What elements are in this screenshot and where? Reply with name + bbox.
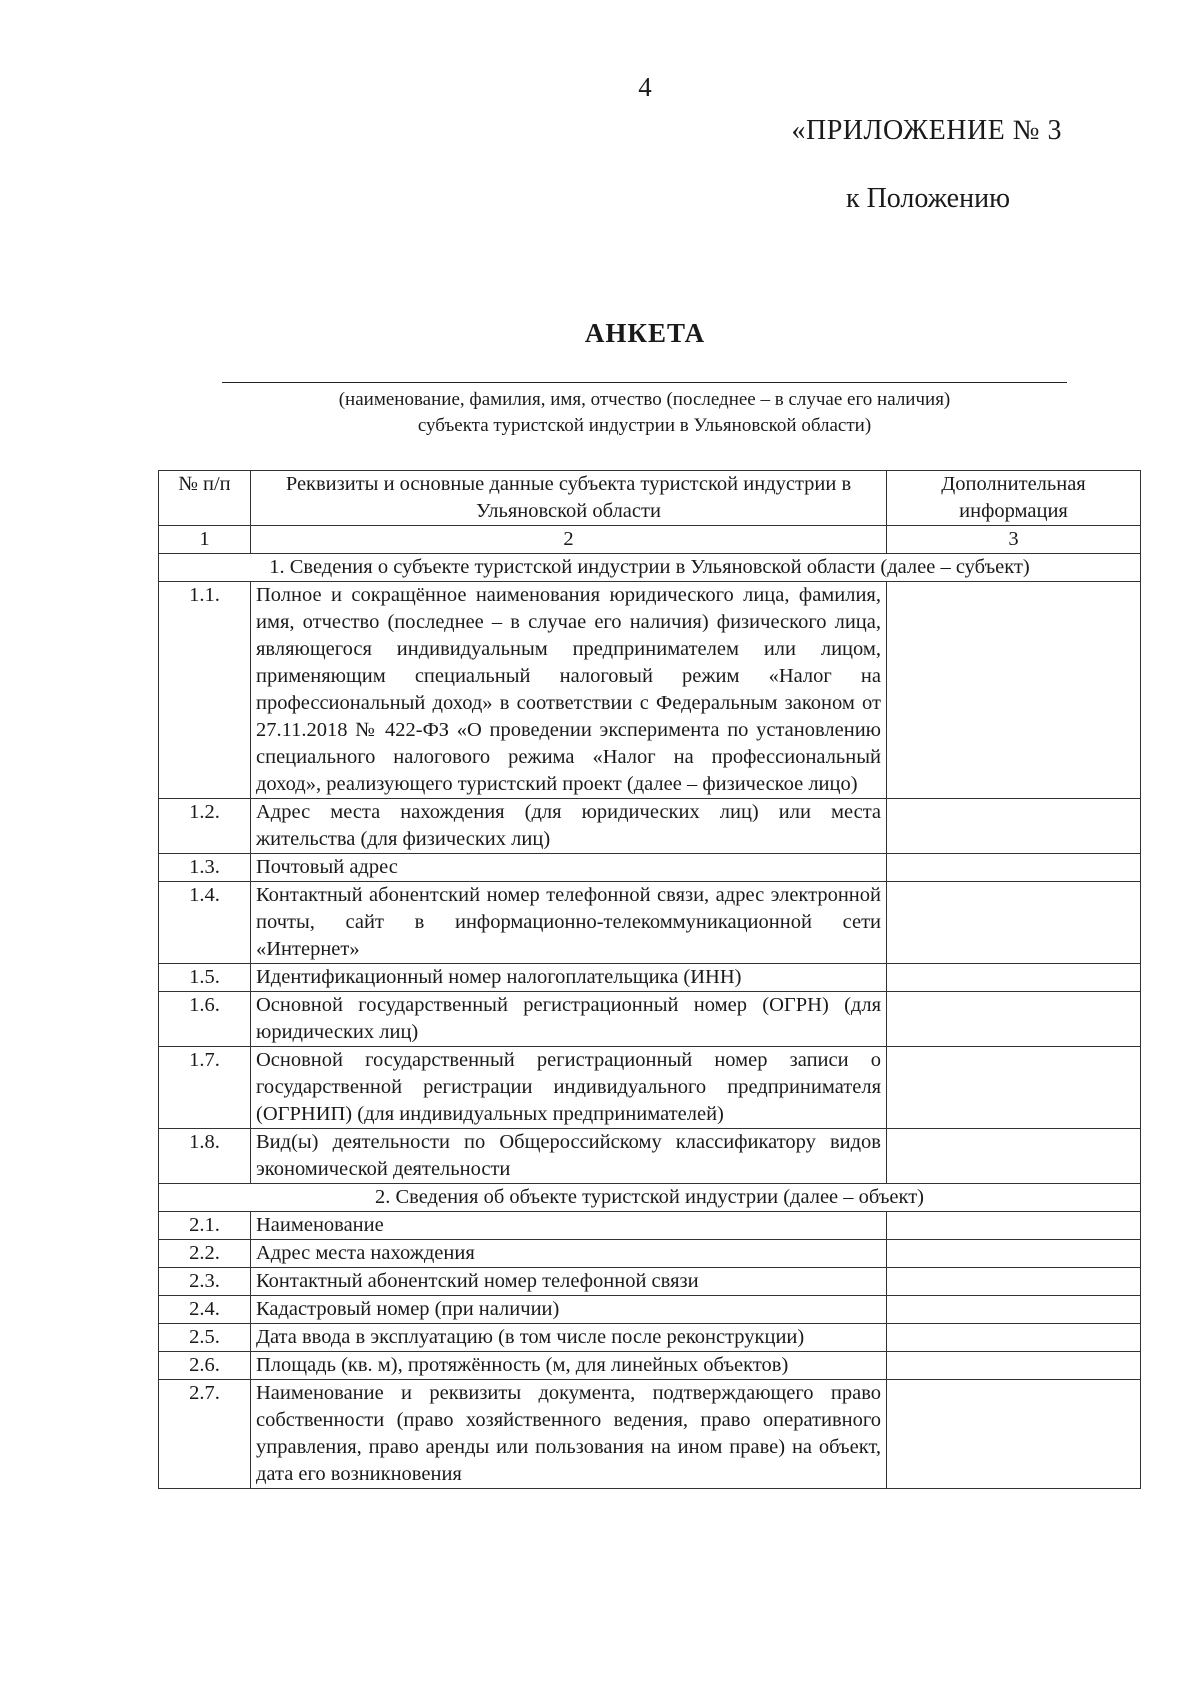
row-number: 1.3. [159,854,251,882]
row-number: 2.1. [159,1212,251,1240]
name-caption [222,387,1067,439]
row-additional-info-field[interactable] [887,582,1141,799]
table-row [159,799,1141,854]
row-description: Адрес места нахождения [251,1240,887,1268]
row-number: 1.7. [159,1047,251,1129]
column-number-3: 3 [887,526,1141,554]
table-row [159,1240,1141,1268]
row-additional-info-field[interactable] [887,1380,1141,1489]
row-number: 1.1. [159,582,251,799]
row-additional-info-field[interactable] [887,1268,1141,1296]
row-additional-info-field[interactable] [887,992,1141,1047]
row-number: 1.8. [159,1129,251,1184]
header-requisites: Реквизиты и основные данные субъекта туристской индустрии в Ульяновской области [251,471,887,526]
header-number: № п/п [159,471,251,526]
row-description: Дата ввода в эксплуатацию (в том числе после реконструкции) [251,1324,887,1352]
table-row [159,582,1141,799]
table-row [159,1129,1141,1184]
table-row [159,964,1141,992]
row-number: 2.5. [159,1324,251,1352]
table-row [159,854,1141,882]
questionnaire-table-body [159,471,1141,1489]
row-number: 1.6. [159,992,251,1047]
row-number: 1.2. [159,799,251,854]
row-additional-info-field[interactable] [887,799,1141,854]
row-description: Идентификационный номер налогоплательщика (ИНН) [251,964,887,992]
row-description: Контактный абонентский номер телефонной связи, адрес электронной почты, сайт в информационно-телекоммуникационной сети «Интернет» [251,882,887,964]
row-number: 2.4. [159,1296,251,1324]
caption-line-1: (наименование, фамилия, имя, отчество (последнее – в случае его наличия) [338,389,951,410]
column-number-1: 1 [159,526,251,554]
appendix-subtitle: к Положению [845,183,1010,214]
row-additional-info-field[interactable] [887,1352,1141,1380]
caption-line-2: субъекта туристской индустрии в Ульяновской области) [417,415,872,436]
row-additional-info-field[interactable] [887,1047,1141,1129]
section-row [159,1184,1141,1212]
row-additional-info-field[interactable] [887,1324,1141,1352]
table-row [159,882,1141,964]
row-description: Кадастровый номер (при наличии) [251,1296,887,1324]
row-number: 2.6. [159,1352,251,1380]
row-description: Основной государственный регистрационный номер (ОГРН) (для юридических лиц) [251,992,887,1047]
document-title: АНКЕТА [584,318,706,348]
row-description: Почтовый адрес [251,854,887,882]
section-row [159,554,1141,582]
row-number: 2.7. [159,1380,251,1489]
section-title: 1. Сведения о субъекте туристской индустрии в Ульяновской области (далее – субъект) [159,554,1141,582]
row-additional-info-field[interactable] [887,854,1141,882]
row-description: Контактный абонентский номер телефонной связи [251,1268,887,1296]
row-number: 2.2. [159,1240,251,1268]
row-description: Адрес места нахождения (для юридических лиц) или места жительства (для физических лиц) [251,799,887,854]
table-header-row [159,471,1141,526]
row-additional-info-field[interactable] [887,882,1141,964]
page-number: 4 [638,72,652,102]
row-description: Основной государственный регистрационный номер записи о государственной регистрации индивидуального предпринимателя (ОГРНИП) (для индивидуальных предпринимателей) [251,1047,887,1129]
row-additional-info-field[interactable] [887,1296,1141,1324]
table-row [159,1047,1141,1129]
appendix-title: «ПРИЛОЖЕНИЕ № 3 [791,115,1062,146]
table-row [159,1352,1141,1380]
table-row [159,1268,1141,1296]
row-number: 2.3. [159,1268,251,1296]
row-additional-info-field[interactable] [887,1212,1141,1240]
row-description: Площадь (кв. м), протяжённость (м, для линейных объектов) [251,1352,887,1380]
table-row [159,992,1141,1047]
row-additional-info-field[interactable] [887,964,1141,992]
row-number: 1.5. [159,964,251,992]
row-additional-info-field[interactable] [887,1240,1141,1268]
name-fill-line[interactable] [222,382,1067,383]
table-row [159,1324,1141,1352]
column-number-row [159,526,1141,554]
header-additional-info: Дополнительная информация [887,471,1141,526]
table-row [159,1380,1141,1489]
questionnaire-table [158,470,1141,1489]
row-description: Полное и сокращённое наименования юридического лица, фамилия, имя, отчество (последнее – в случае его наличия) физического лица, являющегося индивидуальным предпринимателем или лицом, применяющим специальный налоговый режим «Налог на профессиональный доход» в соответствии с Федеральным законом от 27.11.2018 № 422-ФЗ «О проведении эксперимента по установлению специального налогового режима «Налог на профессиональный доход», реализующего туристский проект (далее – физическое лицо) [251,582,887,799]
row-description: Наименование и реквизиты документа, подтверждающего право собственности (право хозяйственного ведения, право оперативного управления, право аренды или пользования на ином праве) на объект, дата его возникновения [251,1380,887,1489]
section-title: 2. Сведения об объекте туристской индустрии (далее – объект) [159,1184,1141,1212]
row-description: Наименование [251,1212,887,1240]
table-row [159,1212,1141,1240]
column-number-2: 2 [251,526,887,554]
row-description: Вид(ы) деятельности по Общероссийскому классификатору видов экономической деятельности [251,1129,887,1184]
row-number: 1.4. [159,882,251,964]
row-additional-info-field[interactable] [887,1129,1141,1184]
table-row [159,1296,1141,1324]
